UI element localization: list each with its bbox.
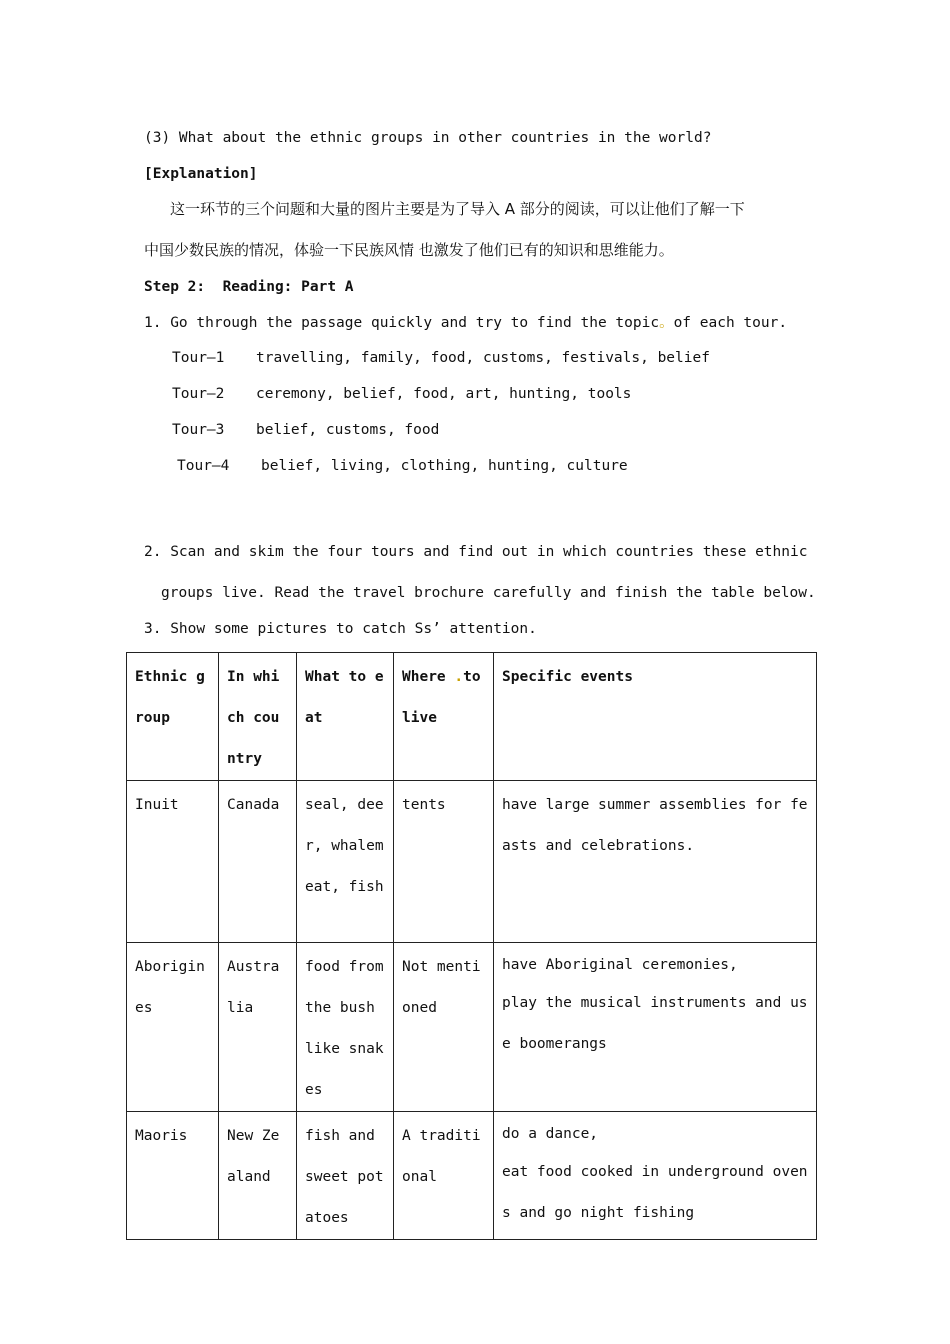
table-cell bbox=[494, 943, 817, 1112]
table-cell bbox=[394, 1112, 494, 1240]
cell-events: have large summer assemblies for feasts and celebrations. bbox=[502, 797, 808, 854]
tour-topics: ceremony, belief, food, art, hunting, tools bbox=[256, 386, 632, 402]
question-3: (3) What about the ethnic groups in other countries in the world? bbox=[144, 130, 712, 146]
tour-line bbox=[172, 420, 439, 440]
cell-eat: fish and sweet potatoes bbox=[305, 1128, 384, 1226]
cell-eat: seal, deer, whalemeat, fish bbox=[305, 797, 384, 895]
table-cell bbox=[127, 781, 219, 943]
cell-country: New Zealand bbox=[227, 1128, 280, 1185]
header-cell bbox=[219, 653, 297, 781]
event-line: play the musical instruments and use boomerangs bbox=[502, 995, 808, 1052]
table-cell bbox=[219, 943, 297, 1112]
tour-line bbox=[172, 348, 710, 368]
table-row bbox=[127, 781, 817, 943]
table-cell bbox=[394, 781, 494, 943]
table-cell bbox=[297, 781, 394, 943]
tour-topics: travelling, family, food, customs, festivals, belief bbox=[256, 350, 710, 366]
tour-line bbox=[172, 384, 631, 404]
event-line: have Aboriginal ceremonies, bbox=[502, 957, 738, 973]
tour-topics: belief, customs, food bbox=[256, 422, 440, 438]
table-row bbox=[127, 1112, 817, 1240]
cell-group: Aborigines bbox=[135, 959, 205, 1016]
item-1-text: 1. Go through the passage quickly and try to find the topic bbox=[144, 315, 660, 331]
header-live-dot: . bbox=[454, 669, 464, 685]
cell-country: Australia bbox=[227, 959, 280, 1016]
table-cell bbox=[494, 781, 817, 943]
header-cell bbox=[394, 653, 494, 781]
header-live-text: Where bbox=[402, 669, 455, 685]
item-3: 3. Show some pictures to catch Ss’ attention. bbox=[144, 621, 537, 637]
cell-events bbox=[502, 1116, 808, 1234]
event-line: eat food cooked in underground ovens and go night fishing bbox=[502, 1164, 808, 1221]
item-1-dot: 。 bbox=[659, 315, 674, 331]
header-live-text-end: to live bbox=[402, 669, 481, 726]
tour-label: Tour—4 bbox=[177, 458, 230, 474]
explanation-heading: [Explanation] bbox=[144, 166, 258, 182]
header-cell bbox=[127, 653, 219, 781]
tour-label: Tour—1 bbox=[172, 350, 225, 366]
tour-label: Tour—3 bbox=[172, 422, 225, 438]
table-cell bbox=[297, 943, 394, 1112]
header-ethnic-group: Ethnic group bbox=[135, 669, 205, 726]
cell-group: Maoris bbox=[135, 1128, 188, 1144]
tour-line bbox=[177, 456, 628, 476]
tour-label: Tour—2 bbox=[172, 386, 225, 402]
item-2-line-1: 2. Scan and skim the four tours and find out in which countries these ethnic bbox=[144, 544, 808, 560]
table-cell bbox=[494, 1112, 817, 1240]
cell-events bbox=[502, 947, 808, 1065]
explanation-line-2: 中国少数民族的情况，体验一下民族风情 也激发了他们已有的知识和思维能力。 bbox=[144, 241, 674, 259]
event-line: do a dance, bbox=[502, 1126, 599, 1142]
item-1-text-end: of each tour. bbox=[673, 315, 788, 331]
cell-live: A traditional bbox=[402, 1128, 481, 1185]
table-header-row bbox=[127, 653, 817, 781]
item-1 bbox=[144, 313, 787, 333]
table-cell bbox=[219, 781, 297, 943]
explanation-line-1: 这一环节的三个问题和大量的图片主要是为了导入 A 部分的阅读，可以让他们了解一下 bbox=[170, 200, 745, 218]
header-what-to-eat: What to eat bbox=[305, 669, 384, 726]
ethnic-groups-table bbox=[126, 652, 817, 1240]
header-where-to-live bbox=[402, 657, 485, 739]
cell-country: Canada bbox=[227, 797, 280, 813]
cell-live: tents bbox=[402, 797, 446, 813]
table-cell bbox=[127, 1112, 219, 1240]
header-cell bbox=[494, 653, 817, 781]
header-country: In which country bbox=[227, 669, 280, 767]
table-cell bbox=[127, 943, 219, 1112]
table-row bbox=[127, 943, 817, 1112]
step-2-heading: Step 2: Reading: Part A bbox=[144, 279, 354, 295]
cell-eat: food from the bush like snakes bbox=[305, 959, 384, 1098]
item-2-line-2: groups live. Read the travel brochure carefully and finish the table below. bbox=[161, 585, 816, 601]
header-specific-events: Specific events bbox=[502, 669, 633, 685]
header-cell bbox=[297, 653, 394, 781]
cell-live: Not mentioned bbox=[402, 959, 481, 1016]
table-cell bbox=[394, 943, 494, 1112]
table-cell bbox=[219, 1112, 297, 1240]
table-cell bbox=[297, 1112, 394, 1240]
tour-topics: belief, living, clothing, hunting, culture bbox=[261, 458, 628, 474]
cell-group: Inuit bbox=[135, 797, 179, 813]
